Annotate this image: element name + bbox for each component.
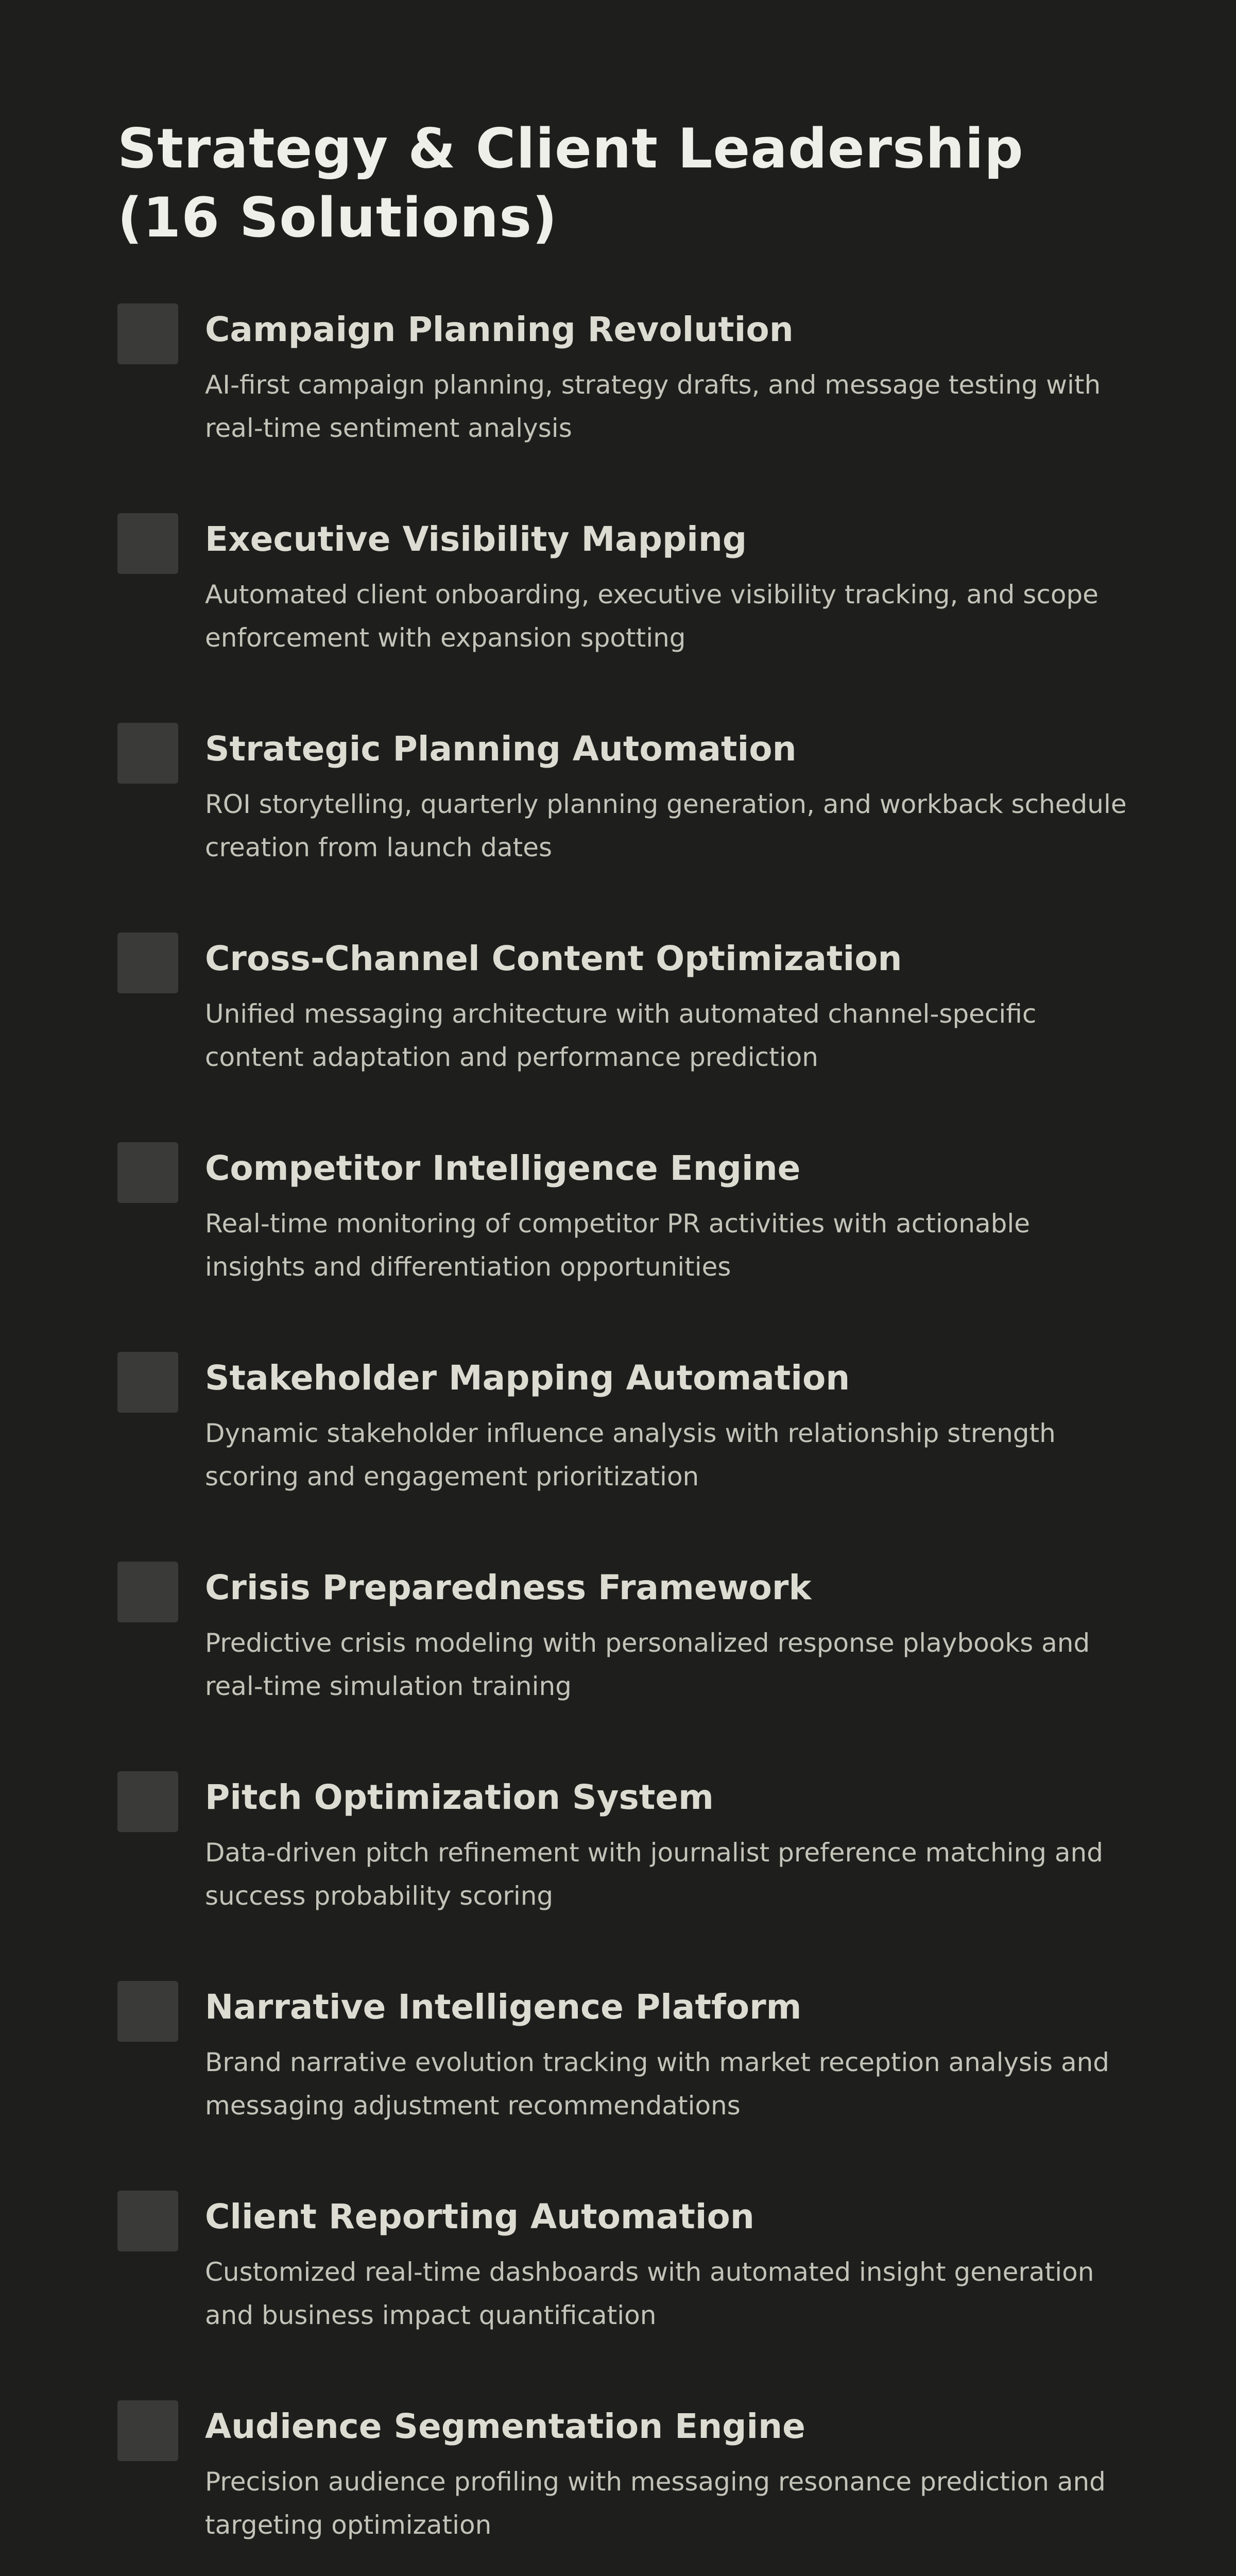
solution-item	[117, 2398, 1132, 2576]
solution-description: Customized real-time dashboards with automated insight generation and business impact quantification	[205, 2257, 1094, 2330]
solution-icon-placeholder	[117, 1562, 178, 1622]
solution-title: Campaign Planning Revolution	[205, 310, 794, 349]
solution-item	[117, 1140, 1132, 1350]
solution-item	[117, 1769, 1132, 1979]
solution-title: Client Reporting Automation	[205, 2197, 754, 2236]
page-title: Strategy & Client Leadership (16 Solutions)	[117, 117, 1024, 249]
solution-item	[117, 2189, 1132, 2398]
solution-description: AI-first campaign planning, strategy drafts, and message testing with real-time sentiment analysis	[205, 370, 1101, 443]
solution-icon-placeholder	[117, 1352, 178, 1413]
solution-item	[117, 721, 1132, 930]
solution-icon-placeholder	[117, 1981, 178, 2042]
solution-description: Brand narrative evolution tracking with market reception analysis and messaging adjustment recommendations	[205, 2047, 1110, 2121]
solution-title: Crisis Preparedness Framework	[205, 1568, 812, 1607]
solution-item	[117, 1979, 1132, 2189]
solution-icon-placeholder	[117, 303, 178, 364]
solution-icon-placeholder	[117, 513, 178, 574]
solution-description: Dynamic stakeholder influence analysis with relationship strength scoring and engagement prioritization	[205, 1418, 1056, 1492]
solution-description: ROI storytelling, quarterly planning generation, and workback schedule creation from launch dates	[205, 789, 1127, 862]
solution-description: Predictive crisis modeling with personalized response playbooks and real-time simulation training	[205, 1628, 1090, 1701]
solution-item	[117, 301, 1132, 511]
solution-description: Precision audience profiling with messaging resonance prediction and targeting optimization	[205, 2467, 1106, 2540]
solution-title: Executive Visibility Mapping	[205, 519, 747, 559]
solution-item	[117, 1350, 1132, 1560]
solution-icon-placeholder	[117, 933, 178, 993]
solution-description: Automated client onboarding, executive visibility tracking, and scope enforcement with expansion spotting	[205, 580, 1098, 653]
solution-description: Unified messaging architecture with automated channel-specific content adaptation and performance prediction	[205, 999, 1037, 1072]
solution-icon-placeholder	[117, 2400, 178, 2461]
solution-title: Narrative Intelligence Platform	[205, 1987, 802, 2027]
solution-item	[117, 1560, 1132, 1769]
solution-title: Strategic Planning Automation	[205, 729, 797, 769]
solution-item	[117, 511, 1132, 721]
solution-icon-placeholder	[117, 2191, 178, 2251]
solution-icon-placeholder	[117, 723, 178, 784]
solution-icon-placeholder	[117, 1771, 178, 1832]
solution-item	[117, 930, 1132, 1140]
solution-title: Pitch Optimization System	[205, 1777, 714, 1817]
solution-title: Cross-Channel Content Optimization	[205, 939, 902, 978]
solution-title: Audience Segmentation Engine	[205, 2406, 805, 2446]
solution-title: Competitor Intelligence Engine	[205, 1148, 801, 1188]
solution-title: Stakeholder Mapping Automation	[205, 1358, 850, 1398]
solution-description: Real-time monitoring of competitor PR activities with actionable insights and differentiation opportunities	[205, 1209, 1031, 1282]
solution-description: Data-driven pitch refinement with journalist preference matching and success probability scoring	[205, 1838, 1103, 1911]
solution-icon-placeholder	[117, 1142, 178, 1203]
solutions-list	[117, 301, 1132, 2576]
